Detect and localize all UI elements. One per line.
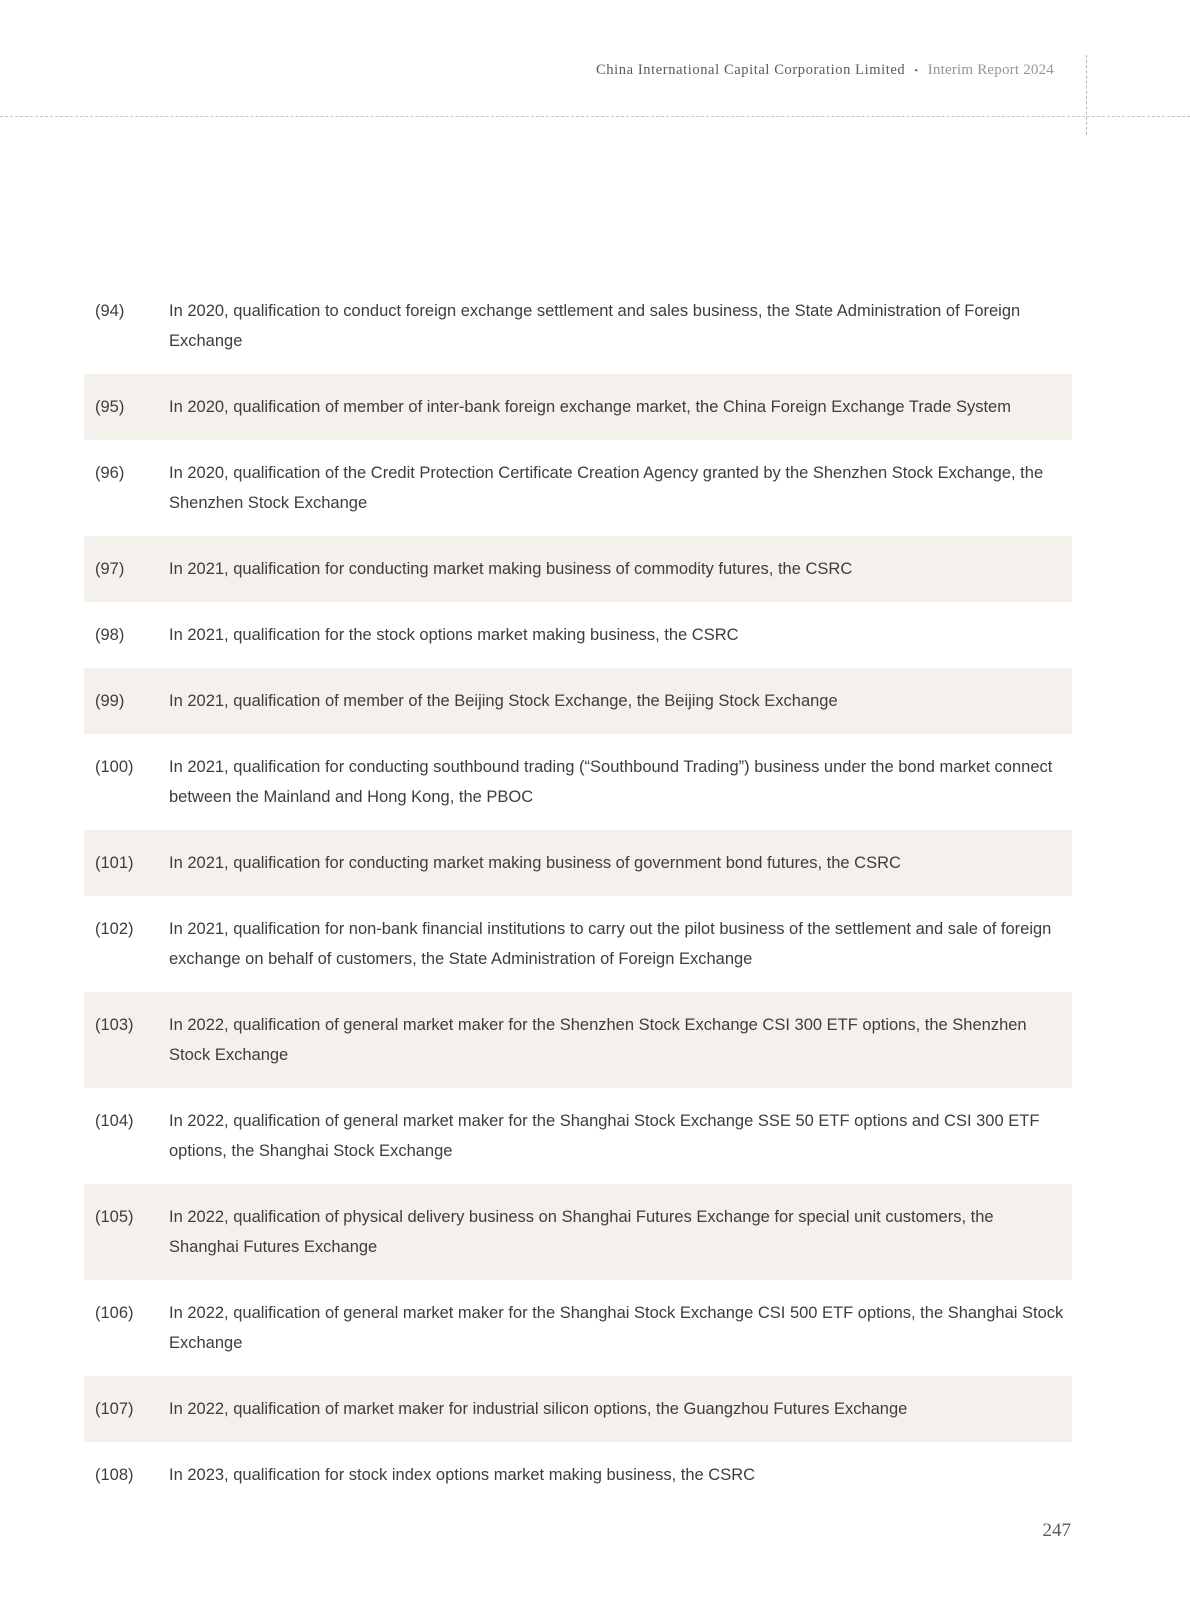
table-row bbox=[84, 896, 1072, 992]
page-header bbox=[596, 62, 1054, 79]
table-row bbox=[84, 734, 1072, 830]
header-bullet: • bbox=[914, 64, 919, 77]
item-text: In 2022, qualification of general market maker for the Shanghai Stock Exchange CSI 500 ETF options, the Shanghai Stock Exchange bbox=[169, 1304, 1064, 1352]
company-name: China International Capital Corporation Limited bbox=[595, 62, 906, 78]
table-row bbox=[84, 602, 1072, 668]
table-row bbox=[84, 1088, 1072, 1184]
table-row bbox=[84, 1442, 1072, 1508]
header-vertical-divider bbox=[1086, 55, 1087, 135]
item-text: In 2022, qualification of physical delivery business on Shanghai Futures Exchange for special unit customers, the Shanghai Futures Exchange bbox=[169, 1208, 994, 1256]
table-row bbox=[84, 992, 1072, 1088]
item-text: In 2023, qualification for stock index options market making business, the CSRC bbox=[169, 1466, 756, 1484]
item-text: In 2021, qualification of member of the Beijing Stock Exchange, the Beijing Stock Exchange bbox=[169, 692, 838, 710]
item-number: (102) bbox=[95, 920, 134, 938]
item-number: (97) bbox=[95, 560, 125, 578]
item-number: (95) bbox=[95, 398, 125, 416]
header-divider bbox=[0, 116, 1190, 117]
table-row bbox=[84, 830, 1072, 896]
item-number: (107) bbox=[95, 1400, 134, 1418]
item-number: (99) bbox=[95, 692, 125, 710]
item-text: In 2021, qualification for conducting market making business of commodity futures, the CSRC bbox=[169, 560, 853, 578]
table-row bbox=[84, 1376, 1072, 1442]
item-text: In 2020, qualification of the Credit Protection Certificate Creation Agency granted by the Shenzhen Stock Exchange, the Shenzhen Stock Exchange bbox=[169, 464, 1044, 512]
item-number: (94) bbox=[95, 302, 125, 320]
item-text: In 2020, qualification to conduct foreign exchange settlement and sales business, the State Administration of Foreign Exchange bbox=[169, 302, 1021, 350]
item-number: (108) bbox=[95, 1466, 134, 1484]
table-row bbox=[84, 278, 1072, 374]
item-number: (101) bbox=[95, 854, 134, 872]
item-text: In 2021, qualification for conducting southbound trading (“Southbound Trading”) business under the bond market connect between the Mainland and Hong Kong, the PBOC bbox=[169, 758, 1053, 806]
page-number: 247 bbox=[1042, 1520, 1071, 1541]
item-number: (100) bbox=[95, 758, 134, 776]
qualifications-table bbox=[84, 278, 1072, 1508]
item-text: In 2021, qualification for non-bank financial institutions to carry out the pilot business of the settlement and sale of foreign exchange on behalf of customers, the State Administration of Foreign Exchange bbox=[169, 920, 1052, 968]
item-text: In 2021, qualification for the stock options market making business, the CSRC bbox=[169, 626, 739, 644]
item-number: (98) bbox=[95, 626, 125, 644]
item-number: (106) bbox=[95, 1304, 134, 1322]
table-row bbox=[84, 536, 1072, 602]
item-text: In 2022, qualification of general market maker for the Shenzhen Stock Exchange CSI 300 ETF options, the Shenzhen Stock Exchange bbox=[169, 1016, 1027, 1064]
item-number: (103) bbox=[95, 1016, 134, 1034]
item-text: In 2020, qualification of member of inter-bank foreign exchange market, the China Foreign Exchange Trade System bbox=[169, 398, 1011, 416]
item-number: (105) bbox=[95, 1208, 134, 1226]
item-number: (104) bbox=[95, 1112, 134, 1130]
item-text: In 2022, qualification of general market maker for the Shanghai Stock Exchange SSE 50 ETF options and CSI 300 ETF options, the Shanghai Stock Exchange bbox=[169, 1112, 1040, 1160]
item-number: (96) bbox=[95, 464, 125, 482]
table-row bbox=[84, 1280, 1072, 1376]
table-row bbox=[84, 668, 1072, 734]
table-row bbox=[84, 440, 1072, 536]
item-text: In 2021, qualification for conducting market making business of government bond futures, the CSRC bbox=[169, 854, 901, 872]
report-title: Interim Report 2024 bbox=[927, 62, 1054, 78]
table-row bbox=[84, 1184, 1072, 1280]
item-text: In 2022, qualification of market maker for industrial silicon options, the Guangzhou Futures Exchange bbox=[169, 1400, 908, 1418]
table-row bbox=[84, 374, 1072, 440]
